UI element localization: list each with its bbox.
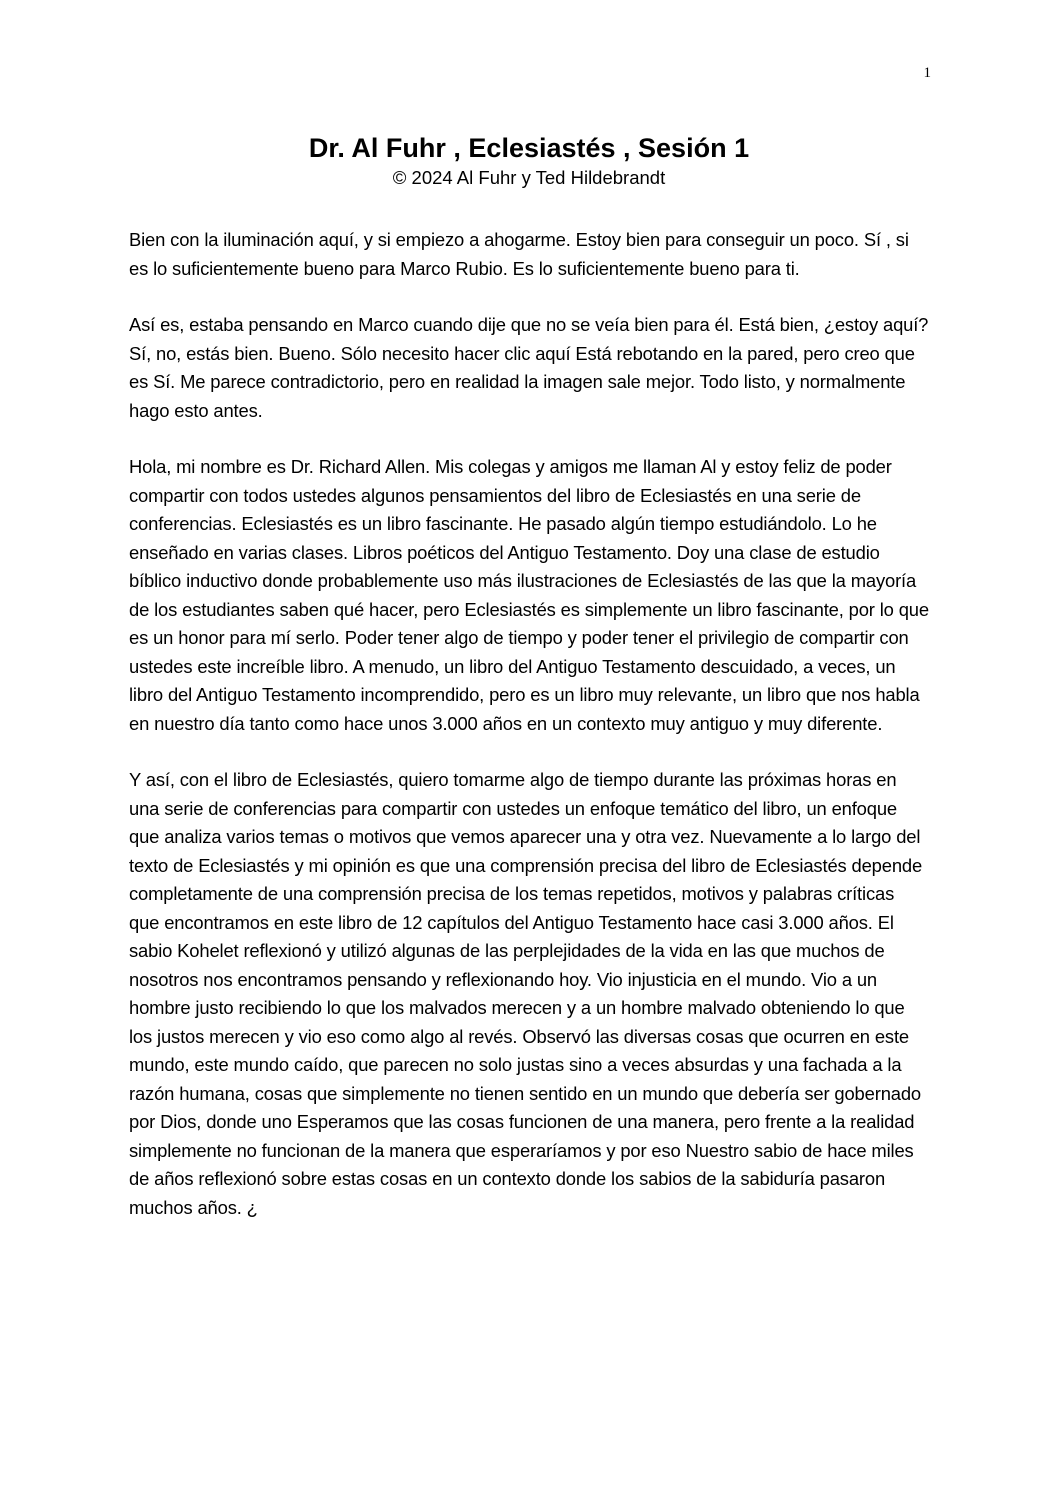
paragraph: Así es, estaba pensando en Marco cuando dije que no se veía bien para él. Está bien, ¿estoy aquí? Sí, no, estás bien. Bueno. Sólo necesito hacer clic aquí Está rebotando en la pared, pero creo que es Sí. Me parece contradictorio, pero en realidad la imagen sale mejor. Todo listo, y normalmente hago esto antes. [129,314,929,421]
document-title: Dr. Al Fuhr , Eclesiastés , Sesión 1 [308,133,750,163]
document-body [129,226,929,1250]
paragraph: Y así, con el libro de Eclesiastés, quiero tomarme algo de tiempo durante las próximas horas en una serie de conferencias para compartir con ustedes un enfoque temático del libro, un enfoque que analiza varios temas o motivos que vemos aparecer una y otra vez. Nuevamente a lo largo del texto de Eclesiastés y mi opinión es que una comprensión precisa del libro de Eclesiastés depende completamente de una comprensión precisa de los temas repetidos, motivos y palabras críticas que encontramos en este libro de 12 capítulos del Antiguo Testamento hace casi 3.000 años. El sabio Kohelet reflexionó y utilizó algunas de las perplejidades de la vida en las que muchos de nosotros nos encontramos pensando y reflexionando hoy. Vio injusticia en el mundo. Vio a un hombre justo recibiendo lo que los malvados merecen y a un hombre malvado obteniendo lo que los justos merecen y vio eso como algo al revés. Observó las diversas cosas que ocurren en este mundo, este mundo caído, que parecen no solo justas sino a veces absurdas y una fachada a la razón humana, cosas que simplemente no tienen sentido en un mundo que debería ser gobernado por Dios, donde uno Esperamos que las cosas funcionen de una manera, pero frente a la realidad simplemente no funcionan de la manera que esperaríamos y por eso Nuestro sabio de hace miles de años reflexionó sobre estas cosas en un contexto donde los sabios de la sabiduría pasaron muchos años. ¿ [129,769,923,1218]
document-header [0,131,1058,191]
copyright-line: © 2024 Al Fuhr y Ted Hildebrandt [392,167,666,188]
paragraph: Hola, mi nombre es Dr. Richard Allen. Mis colegas y amigos me llaman Al y estoy feliz de poder compartir con todos ustedes algunos pensamientos del libro de Eclesiastés en una serie de conferencias. Eclesiastés es un libro fascinante. He pasado algún tiempo estudiándolo. Lo he enseñado en varias clases. Libros poéticos del Antiguo Testamento. Doy una clase de estudio bíblico inductivo donde probablemente uso más ilustraciones de Eclesiastés de las que la mayoría de los estudiantes saben qué hacer, pero Eclesiastés es simplemente un libro fascinante, por lo que es un honor para mí serlo. Poder tener algo de tiempo y poder tener el privilegio de compartir con ustedes este increíble libro. A menudo, un libro del Antiguo Testamento descuidado, a veces, un libro del Antiguo Testamento incomprendido, pero es un libro muy relevante, un libro que nos habla en nuestro día tanto como hace unos 3.000 años en un contexto muy antiguo y muy diferente. [129,456,929,734]
page-number: 1 [923,65,931,81]
paragraph: Bien con la iluminación aquí, y si empiezo a ahogarme. Estoy bien para conseguir un poco. Sí , si es lo suficientemente bueno para Marco Rubio. Es lo suficientemente bueno para ti. [129,229,909,279]
